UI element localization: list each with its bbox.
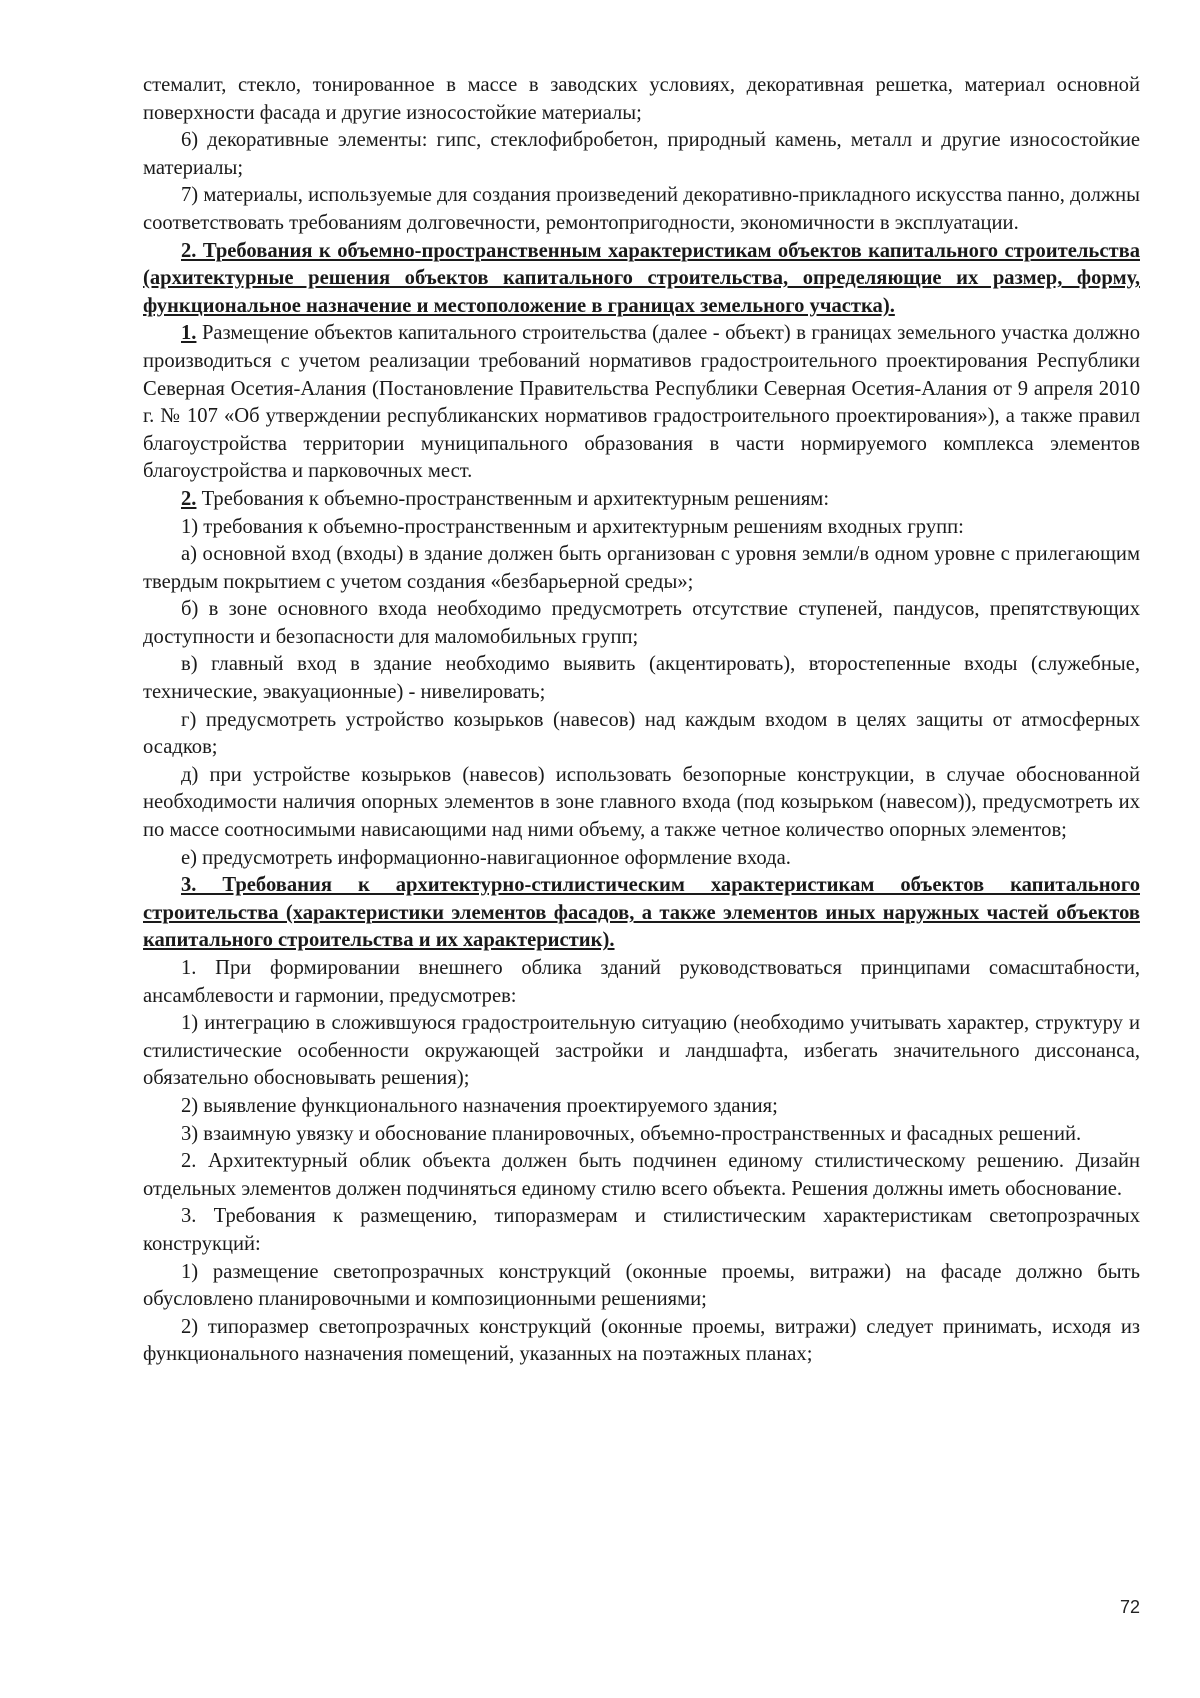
list-item: е) предусмотреть информационно-навигационное оформление входа. [181,846,791,869]
paragraph-architectural-style: 2. Архитектурный облик объекта должен быть подчинен единому стилистическому решению. Дизайн отдельных элементов должен подчиняться единому стилю всего объекта. Решения должны иметь обоснование. [143,1150,1140,1200]
list-item: д) при устройстве козырьков (навесов) использовать безопорные конструкции, в случае обоснованной необходимости наличия опорных элементов в зоне главного входа (под козырьком (навесом)), предусмотреть их по массе соотносимыми нависающими над ними объему, а также четное количество опорных элементов; [143,763,1140,842]
list-item: г) предусмотреть устройство козырьков (навесов) над каждым входом в целях защиты от атмосферных осадков; [143,708,1140,759]
paragraph-materials-continued: стемалит, стекло, тонированное в массе в заводских условиях, декоративная решетка, материал основной поверхности фасада и другие износостойкие материалы; [143,74,1140,124]
list-item: 1) размещение светопрозрачных конструкций (оконные проемы, витражи) на фасаде должно быть обусловлено планировочными и композиционными решениями; [143,1260,1140,1311]
list-item: б) в зоне основного входа необходимо предусмотреть отсутствие ступеней, пандусов, препятствующих доступности и безопасности для маломобильных групп; [143,598,1140,648]
list-item: 2) выявление функционального назначения проектируемого здания; [181,1094,778,1117]
section-heading-3: 3. Требования к архитектурно-стилистическим характеристикам объектов капитального строительства (характеристики элементов фасадов, а также элементов иных наружных частей объектов капитального строительства и их характеристик). [143,874,1140,952]
paragraph-applied-art-materials: 7) материалы, используемые для создания произведений декоративно-прикладного искусства панно, должны соответствовать требованиям долговечности, ремонтопригодности, экономичности в эксплуатации. [143,184,1140,234]
paragraph-translucent-requirements: 3. Требования к размещению, типоразмерам и стилистическим характеристикам светопрозрачных конструкций: [143,1205,1140,1255]
page-number: 72 [1119,1597,1140,1617]
list-item: в) главный вход в здание необходимо выявить (акцентировать), второстепенные входы (служебные, технические, эвакуационные) - нивелировать; [143,653,1140,704]
paragraph-placement [143,320,1140,486]
list-item: 3) взаимную увязку и обоснование планировочных, объемно-пространственных и фасадных решений. [181,1122,1082,1145]
list-item: 2) типоразмер светопрозрачных конструкций (оконные проемы, витражи) следует принимать, исходя из функционального назначения помещений, указанных на поэтажных планах; [143,1315,1140,1366]
paragraph-volume-requirements [143,486,1140,514]
paragraph-decorative-elements: 6) декоративные элементы: гипс, стеклофибробетон, природный камень, металл и другие износостойкие материалы; [143,129,1140,179]
item-number: 2. [181,487,197,510]
section-heading-2: 2. Требования к объемно-пространственным характеристикам объектов капитального строительства (архитектурные решения объектов капитального строительства, определяющие их размер, форму, функциональное назначение и местоположение в границах земельного участка). [143,239,1140,317]
page-content [143,72,1140,1369]
paragraph-text: Размещение объектов капитального строительства (далее - объект) в границах земельного участка должно производиться с учетом реализации требований нормативов градостроительного проектирования Республики Северная Осетия-Алания (Постановление Правительства Республики Северная Осетия-Алания от 9 апреля 2010 г. № 107 «Об утверждении республиканских нормативов градостроительного проектирования»), а также правил благоустройства территории муниципального образования в части нормируемого комплекса элементов благоустройства и парковочных мест. [143,322,1140,483]
list-item: 1) интеграцию в сложившуюся градостроительную ситуацию (необходимо учитывать характер, структуру и стилистические особенности окружающей застройки и ландшафта, избегать значительного диссонанса, обязательно обосновывать решения); [143,1012,1140,1090]
item-number: 1. [181,322,197,345]
paragraph-appearance: 1. При формировании внешнего облика зданий руководствоваться принципами сомасштабности, ансамблевости и гармонии, предусмотрев: [143,957,1140,1007]
paragraph-text: Требования к объемно-пространственным и архитектурным решениям: [201,487,830,510]
list-item: 1) требования к объемно-пространственным и архитектурным решениям входных групп: [181,515,964,538]
list-item: а) основной вход (входы) в здание должен быть организован с уровня земли/в одном уровне с прилегающим твердым покрытием с учетом создания «безбарьерной среды»; [143,543,1140,593]
